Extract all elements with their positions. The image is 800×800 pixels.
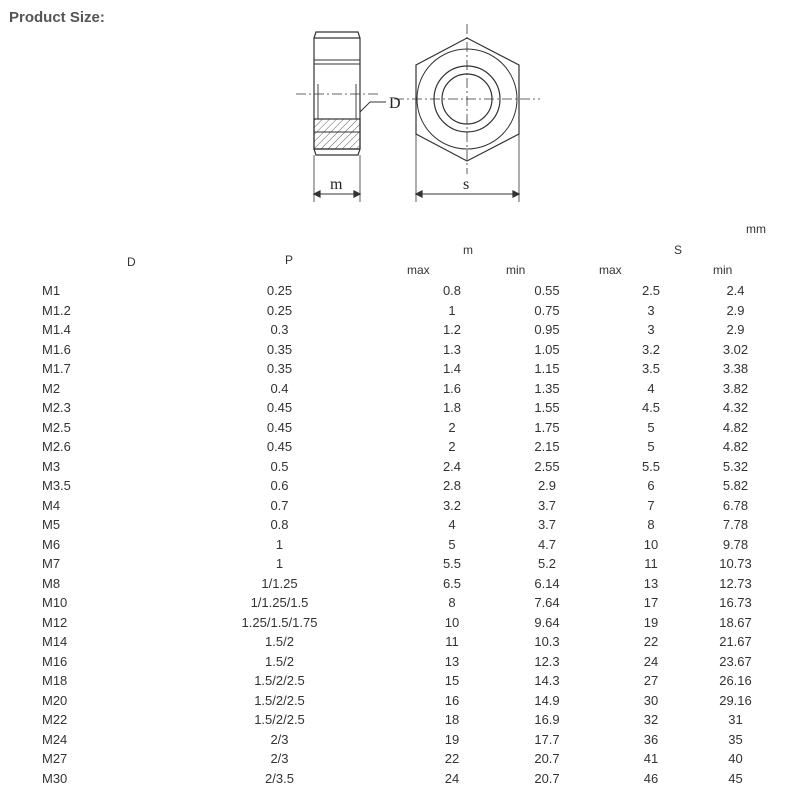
cell-pitch: 0.8 [270, 517, 289, 533]
cell-s-max: 41 [643, 751, 659, 767]
cell-m-max: 5 [448, 536, 456, 552]
cell-s-max: 17 [643, 595, 659, 611]
cell-m-max: 3.2 [442, 497, 462, 513]
cell-m-min: 9.64 [534, 614, 560, 630]
cell-s-min: 4.32 [722, 400, 749, 416]
cell-pitch: 0.6 [270, 478, 289, 494]
cell-m-max: 2.8 [442, 478, 462, 494]
cell-m-min: 1.05 [534, 341, 560, 357]
page-title: Product Size: [9, 9, 105, 26]
cell-s-min: 2.4 [726, 283, 745, 299]
cell-m-max: 1.4 [442, 361, 462, 377]
table-row [42, 320, 766, 340]
table-row [42, 437, 766, 457]
label-s: s [463, 176, 470, 193]
cell-s-max: 3 [647, 302, 655, 318]
cell-thread-size: M1.2 [42, 302, 71, 318]
cell-pitch: 0.25 [266, 302, 293, 318]
cell-s-min: 7.78 [722, 517, 749, 533]
cell-thread-size: M5 [42, 517, 61, 533]
cell-m-min: 1.15 [534, 361, 560, 377]
cell-s-min: 10.73 [719, 556, 752, 572]
cell-s-min: 12.73 [719, 575, 752, 591]
cell-thread-size: M12 [42, 614, 68, 630]
cell-m-min: 6.14 [534, 575, 560, 591]
table-row [42, 301, 766, 321]
cell-m-max: 6.5 [442, 575, 462, 591]
cell-thread-size: M3.5 [42, 478, 71, 494]
table-row [42, 749, 766, 769]
cell-m-max: 18 [444, 712, 460, 728]
header-p: P [285, 253, 294, 267]
table-row [42, 691, 766, 711]
cell-thread-size: M22 [42, 712, 68, 728]
cell-thread-size: M4 [42, 497, 61, 513]
cell-m-min: 0.95 [534, 322, 560, 338]
cell-s-min: 21.67 [719, 634, 752, 650]
cell-s-min: 35 [728, 731, 743, 747]
cell-s-min: 3.02 [722, 341, 749, 357]
cell-pitch: 0.35 [266, 361, 293, 377]
cell-s-min: 2.9 [726, 322, 745, 338]
cell-m-min: 4.7 [537, 536, 557, 552]
cell-s-min: 9.78 [722, 536, 749, 552]
cell-s-max: 2.5 [641, 283, 661, 299]
unit-label: mm [746, 222, 766, 236]
cell-pitch: 0.45 [266, 419, 293, 435]
table-row [42, 496, 766, 516]
cell-s-min: 3.38 [722, 361, 749, 377]
cell-s-min: 16.73 [719, 595, 752, 611]
cell-m-max: 24 [444, 770, 460, 786]
cell-s-max: 19 [643, 614, 659, 630]
cell-m-max: 15 [444, 673, 460, 689]
cell-pitch: 1/1.25 [261, 575, 298, 591]
cell-s-max: 36 [643, 731, 659, 747]
cell-m-min: 0.75 [534, 302, 560, 318]
table-row [42, 710, 766, 730]
cell-s-max: 32 [643, 712, 659, 728]
cell-s-max: 4.5 [641, 400, 661, 416]
cell-m-min: 7.64 [534, 595, 560, 611]
cell-m-min: 5.2 [537, 556, 557, 572]
cell-thread-size: M2 [42, 380, 61, 396]
cell-m-min: 0.55 [534, 283, 560, 299]
cell-s-min: 23.67 [719, 653, 752, 669]
cell-m-min: 3.7 [537, 517, 557, 533]
table-row [42, 379, 766, 399]
cell-pitch: 1.5/2/2.5 [254, 712, 305, 728]
cell-m-max: 2.4 [442, 458, 462, 474]
cell-pitch: 0.25 [266, 283, 293, 299]
cell-s-min: 6.78 [722, 497, 749, 513]
cell-m-min: 14.9 [534, 692, 560, 708]
cell-pitch: 0.3 [270, 322, 289, 338]
cell-pitch: 1 [275, 556, 284, 572]
cell-m-max: 1.3 [442, 341, 462, 357]
table-row [42, 769, 766, 789]
cell-s-min: 5.82 [722, 478, 749, 494]
cell-m-max: 4 [448, 517, 456, 533]
cell-m-min: 10.3 [534, 634, 560, 650]
cell-s-min: 18.67 [719, 614, 752, 630]
cell-s-max: 46 [643, 770, 659, 786]
cell-s-min: 3.82 [722, 380, 749, 396]
header-d: D [127, 255, 136, 269]
d-leader-line [360, 102, 386, 112]
table-row [42, 457, 766, 477]
label-m: m [330, 176, 343, 193]
cell-s-max: 3.5 [641, 361, 661, 377]
cell-m-min: 20.7 [534, 751, 560, 767]
cell-thread-size: M30 [42, 770, 68, 786]
cell-m-max: 19 [444, 731, 460, 747]
cell-s-min: 40 [728, 751, 743, 767]
cell-m-min: 3.7 [537, 497, 557, 513]
cell-s-max: 27 [643, 673, 659, 689]
cell-s-max: 5 [647, 439, 655, 455]
table-row [42, 359, 766, 379]
cell-m-max: 1 [448, 302, 456, 318]
cell-s-min: 4.82 [722, 439, 749, 455]
cell-pitch: 2/3.5 [265, 770, 294, 786]
cell-m-max: 16 [444, 692, 460, 708]
header-s: S [674, 243, 683, 257]
table-row [42, 613, 766, 633]
cell-m-min: 17.7 [534, 731, 560, 747]
cell-m-min: 1.55 [534, 400, 560, 416]
table-row [42, 730, 766, 750]
table-row [42, 574, 766, 594]
cell-thread-size: M16 [42, 653, 68, 669]
size-table [42, 281, 766, 788]
cell-thread-size: M2.5 [42, 419, 71, 435]
cell-s-max: 7 [647, 497, 655, 513]
cell-m-max: 8 [448, 595, 456, 611]
cell-pitch: 1.5/2/2.5 [254, 692, 305, 708]
cell-s-min: 2.9 [726, 302, 745, 318]
cell-s-max: 5.5 [641, 458, 661, 474]
cell-s-max: 24 [643, 653, 659, 669]
header-m-max: max [407, 263, 430, 277]
cell-thread-size: M24 [42, 731, 68, 747]
cell-thread-size: M14 [42, 634, 68, 650]
cell-pitch: 0.4 [270, 380, 289, 396]
label-d: D [389, 95, 401, 112]
table-row [42, 476, 766, 496]
cell-thread-size: M2.6 [42, 439, 71, 455]
section-hatch [314, 119, 360, 149]
cell-m-max: 1.6 [442, 380, 462, 396]
cell-pitch: 1/1.25/1.5 [250, 595, 309, 611]
cell-thread-size: M10 [42, 595, 68, 611]
cell-m-min: 1.75 [534, 419, 560, 435]
cell-m-max: 11 [445, 634, 459, 650]
cell-pitch: 1 [275, 536, 284, 552]
table-row [42, 398, 766, 418]
cell-m-min: 1.35 [534, 380, 560, 396]
table-row [42, 593, 766, 613]
cell-s-max: 6 [647, 478, 655, 494]
front-view-hexagon [416, 38, 519, 161]
table-row [42, 554, 766, 574]
table-row [42, 671, 766, 691]
cell-s-min: 4.82 [722, 419, 749, 435]
cell-s-min: 26.16 [719, 673, 752, 689]
cell-m-max: 1.8 [442, 400, 462, 416]
cell-m-min: 2.15 [534, 439, 560, 455]
cell-m-max: 2 [448, 419, 456, 435]
cell-pitch: 1.5/2 [265, 653, 294, 669]
cell-m-max: 5.5 [442, 556, 462, 572]
cell-m-min: 2.55 [534, 458, 560, 474]
hex-nut-drawing [290, 24, 540, 209]
cell-s-max: 11 [644, 556, 658, 572]
cell-s-max: 4 [647, 380, 655, 396]
table-row [42, 281, 766, 301]
cell-s-min: 45 [728, 770, 743, 786]
cell-s-min: 5.32 [722, 458, 749, 474]
cell-s-min: 31 [728, 712, 743, 728]
cell-m-max: 13 [444, 653, 460, 669]
table-row [42, 632, 766, 652]
cell-s-max: 10 [643, 536, 659, 552]
cell-thread-size: M1.4 [42, 322, 71, 338]
cell-s-max: 8 [647, 517, 655, 533]
cell-s-max: 30 [643, 692, 659, 708]
cell-m-max: 2 [448, 439, 456, 455]
cell-thread-size: M18 [42, 673, 68, 689]
cell-m-max: 1.2 [442, 322, 462, 338]
cell-thread-size: M3 [42, 458, 61, 474]
cell-pitch: 2/3 [270, 751, 289, 767]
cell-m-max: 0.8 [442, 283, 462, 299]
cell-thread-size: M1.7 [42, 361, 71, 377]
size-table-body [42, 281, 766, 788]
header-s-max: max [599, 263, 622, 277]
cell-thread-size: M1 [42, 283, 61, 299]
cell-m-max: 22 [444, 751, 460, 767]
cell-pitch: 1.5/2/2.5 [254, 673, 305, 689]
table-row [42, 652, 766, 672]
cell-s-max: 3.2 [641, 341, 661, 357]
cell-thread-size: M6 [42, 536, 61, 552]
cell-pitch: 0.5 [270, 458, 289, 474]
cell-m-min: 12.3 [534, 653, 560, 669]
cell-s-min: 29.16 [719, 692, 752, 708]
cell-pitch: 1.25/1.5/1.75 [241, 614, 318, 630]
table-row [42, 340, 766, 360]
cell-s-max: 3 [647, 322, 655, 338]
cell-thread-size: M20 [42, 692, 68, 708]
table-row [42, 418, 766, 438]
cell-m-max: 10 [444, 614, 460, 630]
cell-s-max: 22 [643, 634, 659, 650]
cell-thread-size: M27 [42, 751, 68, 767]
cell-thread-size: M2.3 [42, 400, 71, 416]
cell-thread-size: M7 [42, 556, 61, 572]
cell-pitch: 2/3 [270, 731, 289, 747]
cell-thread-size: M1.6 [42, 341, 71, 357]
cell-pitch: 0.45 [266, 400, 293, 416]
cell-m-min: 2.9 [537, 478, 557, 494]
cell-m-min: 16.9 [534, 712, 560, 728]
cell-pitch: 0.35 [266, 341, 293, 357]
table-row [42, 535, 766, 555]
cell-thread-size: M8 [42, 575, 61, 591]
header-s-min: min [713, 263, 733, 277]
cell-pitch: 0.7 [270, 497, 289, 513]
header-m-min: min [506, 263, 526, 277]
cell-s-max: 13 [643, 575, 659, 591]
cell-s-max: 5 [647, 419, 655, 435]
table-row [42, 515, 766, 535]
header-m: m [463, 243, 473, 257]
cell-m-min: 14.3 [534, 673, 560, 689]
cell-m-min: 20.7 [534, 770, 560, 786]
cell-pitch: 0.45 [266, 439, 293, 455]
cell-pitch: 1.5/2 [265, 634, 294, 650]
